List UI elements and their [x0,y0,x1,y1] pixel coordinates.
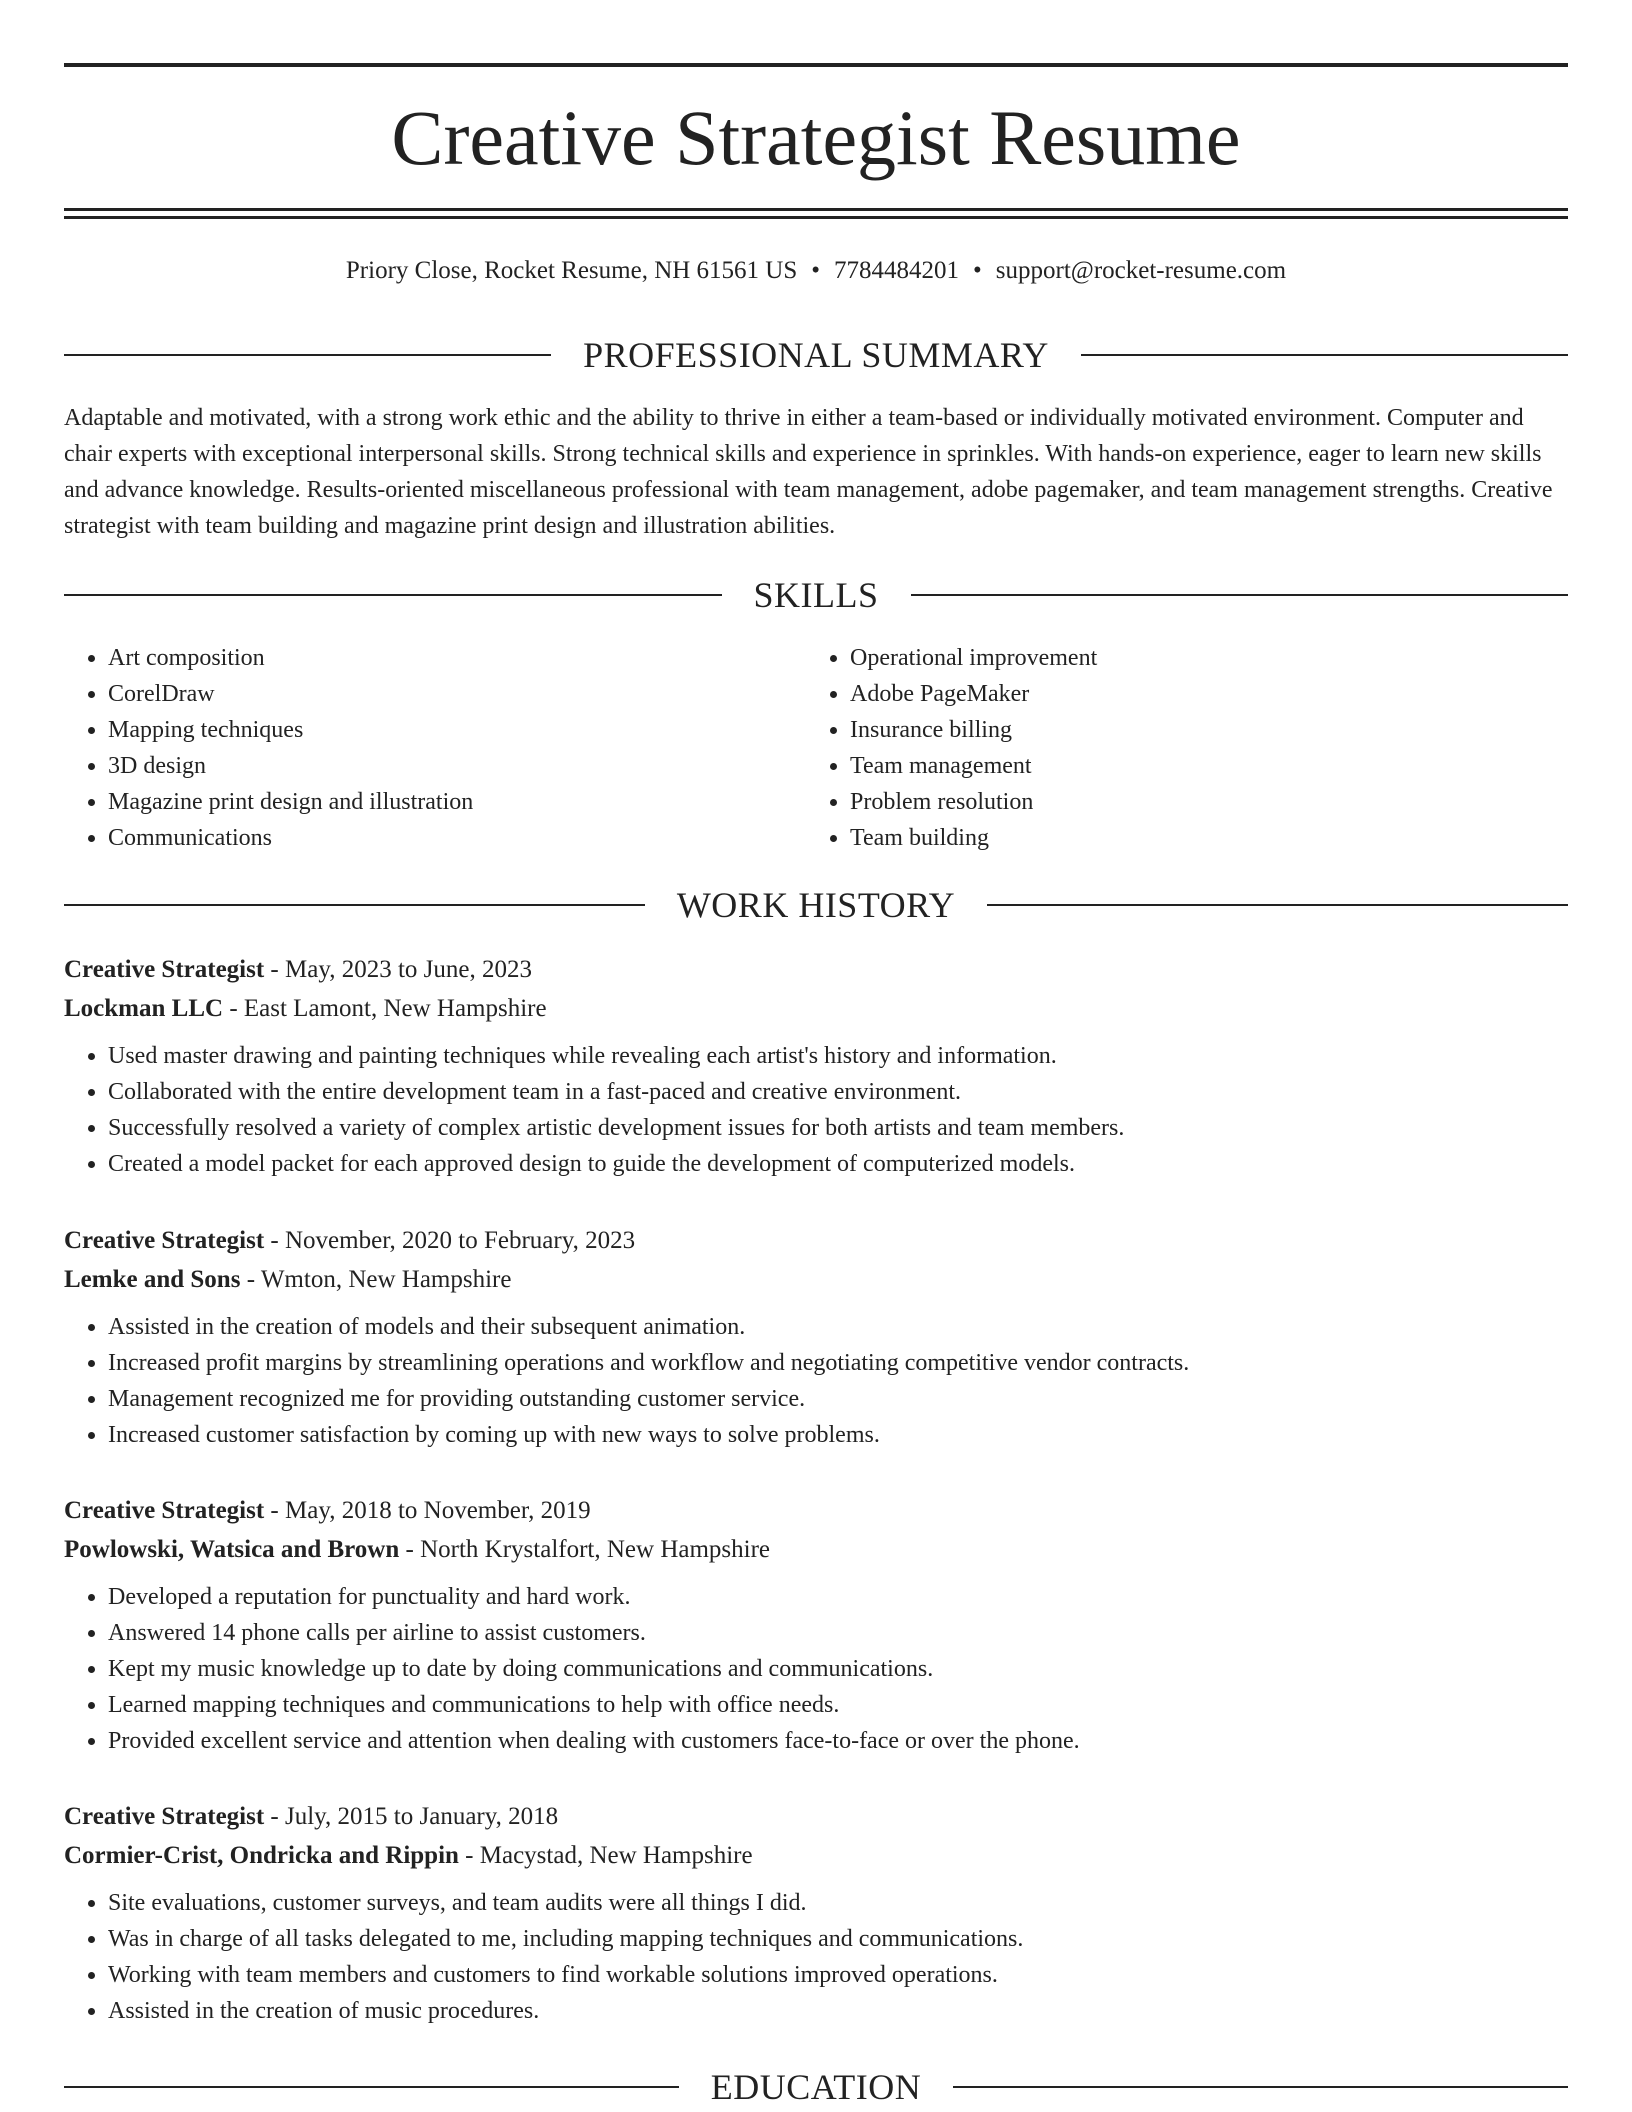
contact-email: support@rocket-resume.com [995,257,1287,284]
job-location: - North Krystalfort, New Hampshire [399,1536,771,1563]
section-rule-left [64,354,551,356]
skills-list-right [806,640,1097,856]
job-bullets [64,1038,1568,1182]
job-title-line [64,950,1568,989]
contact-address: Priory Close, Rocket Resume, NH 61561 US [345,257,798,284]
job-bullets [64,1579,1568,1759]
job-company: Powlowski, Watsica and Brown [64,1536,400,1563]
job-bullet: • Increased profit margins by streamlining operations and workflow and negotiating competitive vendor contracts. [108,1345,1568,1381]
contact-separator: • [973,257,982,284]
job-company: Lockman LLC [64,995,224,1022]
job-bullet: • Developed a reputation for punctuality and hard work. [108,1579,1568,1615]
resume-title: Creative Strategist Resume [391,94,1241,181]
job-title-line [64,1797,1568,1836]
job-entry [64,950,1568,1182]
section-header-work [64,883,1568,927]
job-title: Creative Strategist [64,1803,265,1830]
section-rule-right [953,2086,1568,2088]
skill-item: • Mapping techniques [108,712,473,748]
skill-item: • Team management [850,748,1097,784]
skill-item: • Adobe PageMaker [850,676,1097,712]
job-company: Cormier-Crist, Ondricka and Rippin [64,1842,459,1869]
job-bullet: • Kept my music knowledge up to date by doing communications and communications. [108,1651,1568,1687]
section-title-summary: PROFESSIONAL SUMMARY [583,335,1049,375]
section-rule-right [987,904,1568,906]
job-dates: - May, 2018 to November, 2019 [264,1497,591,1524]
job-company-line [64,1260,1568,1299]
job-company-line [64,1530,1568,1569]
skill-item: • Insurance billing [850,712,1097,748]
title-rule-lower [64,216,1568,219]
job-bullet: • Increased customer satisfaction by coming up with new ways to solve problems. [108,1417,1568,1453]
job-bullet: • Was in charge of all tasks delegated to me, including mapping techniques and communications. [108,1921,1568,1957]
job-bullet: • Answered 14 phone calls per airline to assist customers. [108,1615,1568,1651]
job-bullet: • Provided excellent service and attention when dealing with customers face-to-face or over the phone. [108,1723,1568,1759]
job-dates: - November, 2020 to February, 2023 [264,1227,636,1254]
job-bullet: • Site evaluations, customer surveys, and team audits were all things I did. [108,1885,1568,1921]
job-location: - Wmton, New Hampshire [240,1266,512,1293]
job-bullets [64,1885,1568,2029]
section-title-skills: SKILLS [753,575,879,615]
section-rule-left [64,904,645,906]
job-location: - Macystad, New Hampshire [458,1842,753,1869]
job-bullets [64,1309,1568,1453]
job-company-line [64,1836,1568,1875]
job-title: Creative Strategist [64,956,265,983]
title-rule-upper [64,208,1568,211]
job-company: Lemke and Sons [64,1266,241,1293]
skill-item: • Problem resolution [850,784,1097,820]
section-header-education [64,2065,1568,2109]
skill-item: • Art composition [108,640,473,676]
contact-separator: • [811,257,821,284]
section-rule-right [911,594,1569,596]
skill-item: • 3D design [108,748,473,784]
job-bullet: • Assisted in the creation of music procedures. [108,1993,1568,2029]
job-bullet: • Assisted in the creation of models and their subsequent animation. [108,1309,1568,1345]
job-bullet: • Collaborated with the entire development team in a fast-paced and creative environment. [108,1074,1568,1110]
contact-phone: 7784484201 [834,257,960,284]
job-bullet: • Used master drawing and painting techniques while revealing each artist's history and information. [108,1038,1568,1074]
job-entry [64,1797,1568,2029]
contact-line [64,254,1568,288]
job-location: - East Lamont, New Hampshire [223,995,547,1022]
job-title: Creative Strategist [64,1497,265,1524]
skill-item: • Team building [850,820,1097,856]
job-company-line [64,989,1568,1028]
skill-item: • Operational improvement [850,640,1097,676]
job-entry [64,1221,1568,1453]
skill-item: • Magazine print design and illustration [108,784,473,820]
job-title-line [64,1221,1568,1260]
skills-list-left [64,640,473,856]
skill-item: • CorelDraw [108,676,473,712]
section-rule-right [1081,354,1568,356]
summary-text: Adaptable and motivated, with a strong work ethic and the ability to thrive in either a team-based or individually motivated environment. Computer and chair experts with exceptional interpersonal skills. Strong technical skills and experience in sprinkles. With hands-on experience, eager to learn new skills and advance knowledge. Results-oriented miscellaneous professional with team management, adobe pagemaker, and team management strengths. Creative strategist with team building and magazine print design and illustration abilities. [64,405,1553,539]
job-dates: - May, 2023 to June, 2023 [264,956,532,983]
section-rule-left [64,2086,679,2088]
section-header-skills [64,573,1568,617]
job-title-line [64,1491,1568,1530]
job-dates: - July, 2015 to January, 2018 [264,1803,559,1830]
skill-item: • Communications [108,820,473,856]
job-bullet: • Successfully resolved a variety of complex artistic development issues for both artists and team members. [108,1110,1568,1146]
job-bullet: • Management recognized me for providing outstanding customer service. [108,1381,1568,1417]
section-header-summary [64,333,1568,377]
job-bullet: • Working with team members and customers to find workable solutions improved operations. [108,1957,1568,1993]
top-rule [64,63,1568,67]
section-title-education: EDUCATION [710,2067,922,2107]
job-bullet: • Created a model packet for each approved design to guide the development of computerized models. [108,1146,1568,1182]
job-entry [64,1491,1568,1759]
job-title: Creative Strategist [64,1227,265,1254]
section-title-work: WORK HISTORY [676,885,956,925]
job-bullet: • Learned mapping techniques and communications to help with office needs. [108,1687,1568,1723]
section-rule-left [64,594,722,596]
